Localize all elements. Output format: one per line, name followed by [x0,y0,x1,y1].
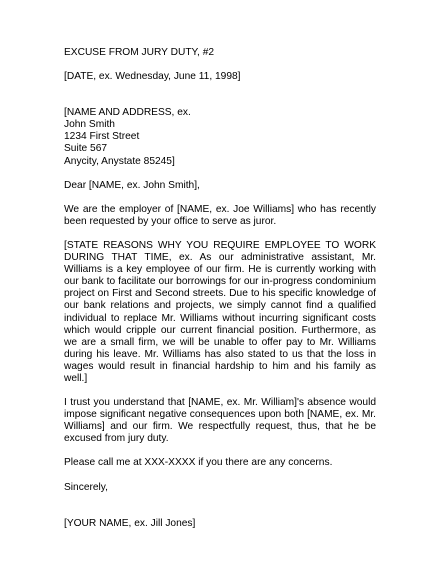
address-line: Suite 567 [64,143,108,155]
address-line: John Smith [64,119,115,131]
address-line: [NAME AND ADDRESS, ex. [64,107,191,119]
letter-date: [DATE, ex. Wednesday, June 11, 1998] [64,71,241,83]
closing: Sincerely, [64,481,108,493]
recipient-address [64,107,376,167]
salutation: Dear [NAME, ex. John Smith], [64,179,200,191]
paragraph-request: I trust you understand that [NAME, ex. Mr. William]'s absence would impose significant negative consequences upon both [NAME, ex. Mr. Williams] and our firm. We respectfully request, thus, that he be excused from jury duty. [64,397,376,445]
address-line: Anycity, Anystate 85245] [64,155,175,167]
address-line: 1234 First Street [64,131,140,143]
paragraph-employer: We are the employer of [NAME, ex. Joe Williams] who has recently been requested by your office to serve as juror. [64,203,376,227]
letter-heading: EXCUSE FROM JURY DUTY, #2 [64,47,215,58]
letter-page [64,47,376,530]
paragraph-contact: Please call me at XXX-XXXX if you there are any concerns. [64,457,333,469]
paragraph-reasons: [STATE REASONS WHY YOU REQUIRE EMPLOYEE TO WORK DURING THAT TIME, ex. As our administrative assistant, Mr. Williams is a key employee of our firm. He is currently working with our bank to facilitate our borrowings for our in-progress condominium project on First and Second streets. Due to his specific knowledge of our bank relations and projects, we simply cannot find a qualified individual to replace Mr. Williams without incurring significant costs which would cripple our current financial position. Furthermore, as we are a small firm, we will be unable to offer pay to Mr. Williams during his leave. Mr. Williams has also stated to us that the loss in wages would result in financial hardship to him and his family as well.] [64,239,376,384]
signature-name: [YOUR NAME, ex. Jill Jones] [64,517,196,529]
